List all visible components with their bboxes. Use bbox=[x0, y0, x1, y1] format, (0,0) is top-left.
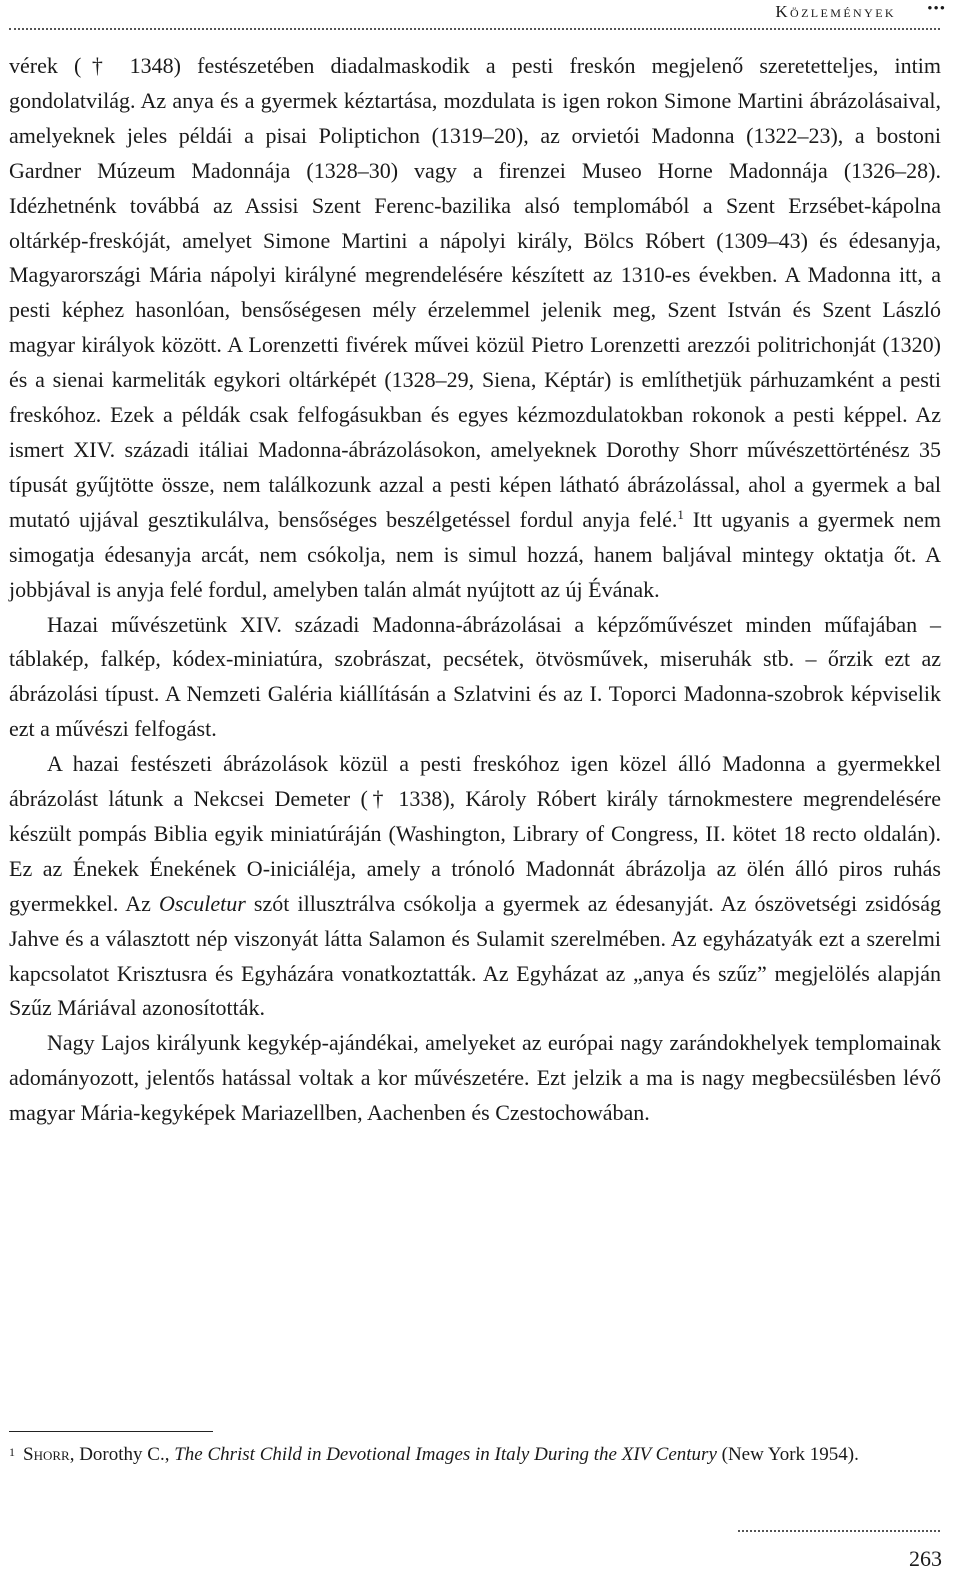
page-number: 263 bbox=[909, 1546, 942, 1571]
main-text bbox=[9, 49, 941, 1131]
footer-dotted-rule bbox=[738, 1530, 940, 1532]
footnote-text bbox=[9, 1441, 941, 1469]
running-head: Közlemények bbox=[775, 2, 896, 21]
paragraph-1 bbox=[9, 49, 941, 608]
paragraph-1-text-cont: Itt ugyanis a gyermek nem simogatja édesanyja arcát, nem csókolja, nem is simul hozzá, hanem baljával mintegy oktatja őt. A jobbjával is anyja felé fordul, amelyben talán almát nyújtott az új Évának. bbox=[9, 506, 941, 602]
paragraph-4: Nagy Lajos királyunk kegykép-ajándékai, amelyeket az európai nagy zarándokhelyek templomainak adományozott, jelentős hatással voltak a kor művészetére. Ezt jelzik a ma is nagy megbecsülésben lévő magyar Mária-kegyképek Mariazellben, Aachenben és Czestochowában. bbox=[9, 1030, 941, 1126]
footnote-number: 1 bbox=[9, 1445, 15, 1459]
footnote bbox=[9, 1441, 941, 1469]
paragraph-1-text: vérek († 1348) festészetében diadalmaskodik a pesti freskón megjelenő szeretetteljes, intim gondolatvilág. Az anya és a gyermek kéztartása, mozdulata is igen rokon Simone Martini ábrázolásaival, amelyeknek jeles példái a pisai Poliptichon (1319–20), az orvietói Madonna (1322–23), a bostoni Gardner Múzeum Madonnája (1328–30) vagy a firenzei Museo Horne Madonnája (1326–28). Idézhetnénk továbbá az Assisi Szent Ferenc-bazilika alsó templomából a Szent Erzsébet-kápolna oltárkép-freskóját, amelyet Simone Martini a nápolyi király, Bölcs Róbert (1309–43) és édesanyja, Magyarországi Mária nápolyi királyné megrendelésére készített az 1310-es években. A Madonna itt, a pesti képhez hasonlóan, bensőségesen mély érzelemmel jelenik meg, Szent István és Szent László magyar királyok között. A Lorenzetti fivérek művei közül Pietro Lorenzetti arezzói politrichonját (1320) és a sienai karmeliták egykori oltárképét (1328–29, Siena, Képtár) is említhetjük párhuzamként a pesti freskóhoz. Ezek a példák csak felfogásukban és egyes kézmozdulatokban rokonok a pesti képpel. Az ismert XIV. századi itáliai Madonna-ábrázolásokon, amelyeknek Dorothy Shorr művészettörténész 35 típusát gyűjtötte össze, nem találkozunk azzal a pesti képen látható ábrázolással, ahol a gyermek a bal mutató ujjával gesztikulálva, bensőséges beszélgetéssel fordul anyja felé. bbox=[9, 53, 941, 532]
paragraph-3-italic-term: Osculetur bbox=[159, 890, 246, 916]
footnote-publication: (New York 1954). bbox=[716, 1444, 859, 1465]
header-dotted-rule bbox=[9, 28, 940, 30]
paragraph-3-text-cont: szót illusztrálva csókolja a gyermek az édesanyját. Az ószövetségi zsidóság Jahve és a választott nép viszonyát látta Salamon és Sulamit szerelmében. Az egyházatyák ezt a szerelmi kapcsolatot Krisztusra és Egyházára vonatkoztatták. Az Egyházat az „anya és szűz” megjelölés alapján Szűz Máriával azonosították. bbox=[9, 890, 941, 1021]
footnote-reference[interactable]: 1 bbox=[677, 506, 684, 522]
footnote-author-rest: , Dorothy C., bbox=[69, 1444, 175, 1465]
footnote-author: Shorr bbox=[23, 1444, 70, 1465]
paragraph-3 bbox=[9, 747, 941, 1026]
footnote-rule bbox=[9, 1431, 213, 1432]
paragraph-3-text: A hazai festészeti ábrázolások közül a pesti freskóhoz igen közel álló Madonna a gyermekkel ábrázolást látunk a Nekcsei Demeter († 1338), Károly Róbert király tárnokmestere megrendelésére készült pompás Biblia egyik miniatúráján (Washington, Library of Congress, II. kötet 18 recto oldalán). Ez az Énekek Énekének O-iniciáléja, amely a trónoló Madonnát ábrázolja az ölén álló piros ruhás gyermekkel. Az bbox=[9, 751, 941, 916]
footnote-title: The Christ Child in Devotional Images in Italy During the XIV Century bbox=[174, 1444, 717, 1465]
paragraph-2: Hazai művészetünk XIV. századi Madonna-ábrázolásai a képzőművészet minden műfajában – táblakép, falkép, kódex-miniatúra, szobrászat, pecsétek, ötvösművek, miseruhák stb. – őrzik ezt az ábrázolási típust. A Nemzeti Galéria kiállításán a Szlatvini és az I. Toporci Madonna-szobrok képviselik ezt a művészi felfogást. bbox=[9, 611, 941, 742]
running-head-ornament: ••• bbox=[927, 1, 946, 17]
